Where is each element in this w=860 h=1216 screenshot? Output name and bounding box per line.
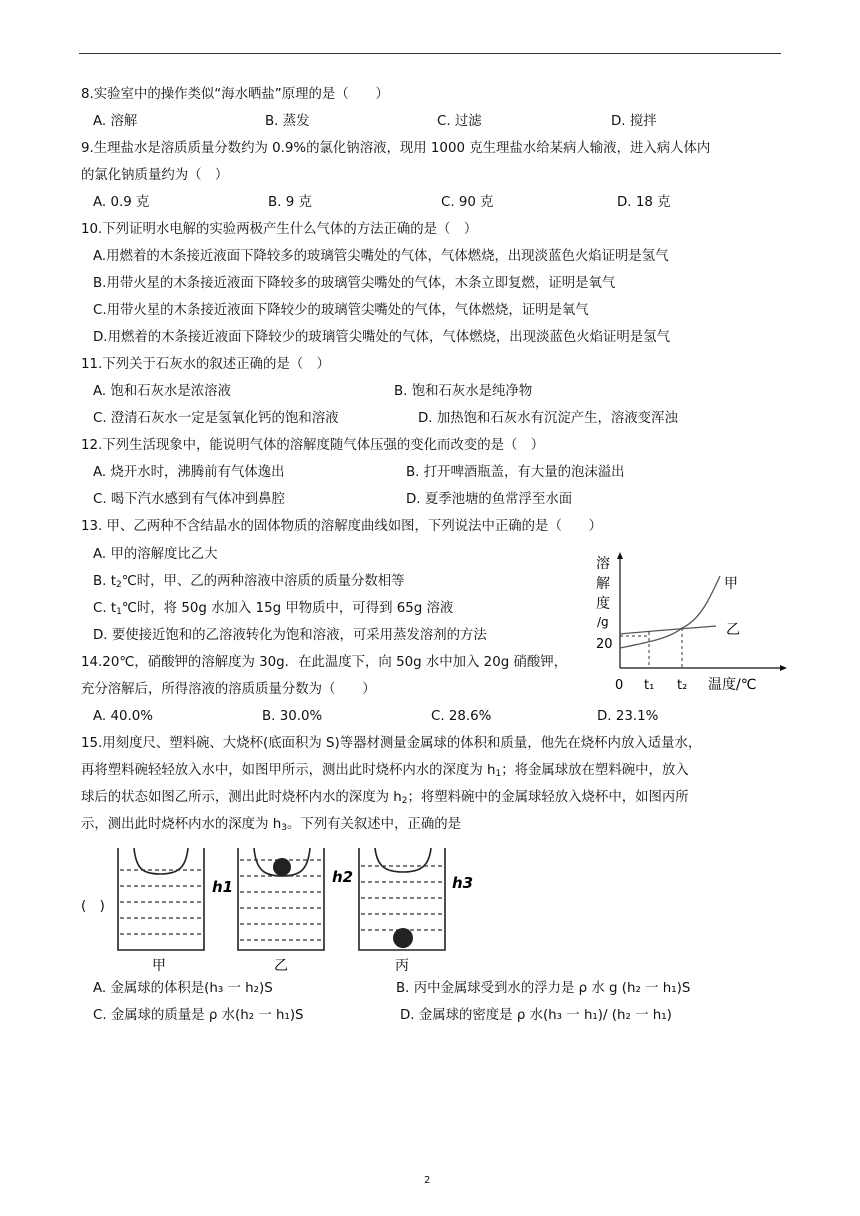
q14-option-d: D. 23.1%: [597, 709, 659, 724]
q15-line2: 再将塑料碗轻轻放入水中，如图甲所示，测出此时烧杯内水的深度为 $h_1$；将金属球放在塑料碗中，放入: [81, 763, 689, 779]
series-yi-label: 乙: [726, 622, 740, 638]
q12-option-b: B. 打开啤酒瓶盖，有大量的泡沫溢出: [406, 465, 625, 480]
q15-line3: 球后的状态如图乙所示，测出此时烧杯内水的深度为 $h_2$；将塑料碗中的金属球轻放入烧杯中，如图丙所: [81, 790, 689, 806]
q11-option-d: D. 加热饱和石灰水有沉淀产生，溶液变浑浊: [418, 411, 678, 426]
page-number: 2: [424, 1175, 431, 1186]
h2-label: h2: [332, 868, 354, 886]
series-yi-curve: [620, 626, 716, 634]
q9-option-a: A. 0.9 克: [93, 195, 150, 210]
q15-line1: 15.用刻度尺、塑料碗、大烧杯(底面积为 S)等器材测量金属球的体积和质量，他先在烧杯内放入适量水，: [81, 736, 702, 751]
q13-option-d: D. 要使接近饱和的乙溶液转化为饱和溶液，可采用蒸发溶剂的方法: [93, 628, 487, 643]
q14-option-b: B. 30.0%: [262, 709, 323, 724]
bowl-bing: [375, 848, 431, 872]
q9-option-c: C. 90 克: [441, 195, 494, 210]
q15-option-d: D. 金属球的密度是 ρ 水(h₃ 一 h₁)/ (h₂ 一 h₁): [400, 1008, 672, 1023]
figure-label-jia: 甲: [152, 958, 166, 974]
metal-ball-in-beaker: [393, 928, 413, 948]
x-axis-arrow: [780, 665, 787, 671]
q12-option-c: C. 喝下汽水感到有气体冲到鼻腔: [93, 492, 285, 507]
q10-option-d: D.用燃着的木条接近液面下降较少的玻璃管尖嘴处的气体，气体燃烧，出现淡蓝色火焰证明是氢气: [93, 330, 670, 345]
q11-option-a: A. 饱和石灰水是浓溶液: [93, 384, 231, 399]
q12-option-a: A. 烧开水时，沸腾前有气体逸出: [93, 465, 285, 480]
q8-option-a: A. 溶解: [93, 114, 138, 129]
q9-stem-line1: 9.生理盐水是溶质质量分数约为 0.9%的氯化钠溶液，现用 1000 克生理盐水给某病人输液，进入病人体内: [81, 141, 711, 156]
q11-stem: 11.下列关于石灰水的叙述正确的是（ ）: [81, 357, 330, 372]
q8-option-d: D. 搅拌: [611, 114, 657, 129]
x-label: 温度/℃: [708, 677, 757, 693]
header-rule: [79, 53, 781, 54]
q11-option-c: C. 澄清石灰水一定是氢氧化钙的饱和溶液: [93, 411, 339, 426]
series-jia-curve: [620, 576, 720, 648]
q8-stem: 8.实验室中的操作类似“海水晒盐”原理的是（ ）: [81, 87, 389, 102]
x-tick-t1: t₁: [644, 678, 655, 693]
y-label-char-3: 度: [596, 596, 610, 612]
q10-option-c: C.用带火星的木条接近液面下降较少的玻璃管尖嘴处的气体，气体燃烧，证明是氧气: [93, 303, 589, 318]
solubility-chart: [590, 548, 790, 696]
q9-option-b: B. 9 克: [268, 195, 312, 210]
q13-stem: 13. 甲、乙两种不含结晶水的固体物质的溶解度曲线如图，下列说法中正确的是（ ）: [81, 519, 603, 534]
y-tick-20: 20: [596, 637, 613, 652]
beaker-figure: [112, 842, 482, 974]
x-tick-t2: t₂: [677, 678, 688, 693]
q9-stem-line2: 的氯化钠质量约为（ ）: [81, 168, 229, 183]
q14-option-a: A. 40.0%: [93, 709, 153, 724]
series-jia-label: 甲: [724, 576, 738, 592]
y-axis-arrow: [617, 552, 623, 559]
figure-label-yi: 乙: [274, 958, 288, 974]
q14-stem-line1: 14.20℃，硝酸钾的溶解度为 30g．在此温度下，向 50g 水中加入 20g 硝酸钾，: [81, 655, 568, 670]
q15-answer-bracket: ( ): [81, 899, 105, 914]
q14-option-c: C. 28.6%: [431, 709, 492, 724]
q10-stem: 10.下列证明水电解的实验两极产生什么气体的方法正确的是（ ）: [81, 222, 478, 237]
q15-option-c: C. 金属球的质量是 ρ 水(h₂ 一 h₁)S: [93, 1008, 304, 1023]
q13-option-c: C. $t_1℃$时，将 50g 水加入 15g 甲物质中，可得到 65g 溶液: [93, 601, 454, 617]
q12-option-d: D. 夏季池塘的鱼常浮至水面: [406, 492, 573, 507]
q8-option-c: C. 过滤: [437, 114, 482, 129]
h3-label: h3: [452, 874, 474, 892]
q15-option-b: B. 丙中金属球受到水的浮力是 ρ 水 g (h₂ 一 h₁)S: [396, 981, 691, 996]
beaker-jia: [118, 848, 204, 950]
q9-option-d: D. 18 克: [617, 195, 671, 210]
q11-option-b: B. 饱和石灰水是纯净物: [394, 384, 533, 399]
q14-stem-line2: 充分溶解后，所得溶液的溶质质量分数为（ ）: [81, 682, 376, 697]
y-label-char-1: 溶: [596, 556, 610, 572]
q12-stem: 12.下列生活现象中，能说明气体的溶解度随气体压强的变化而改变的是（ ）: [81, 438, 545, 453]
y-unit: /g: [597, 615, 609, 629]
q10-option-a: A.用燃着的木条接近液面下降较多的玻璃管尖嘴处的气体，气体燃烧，出现淡蓝色火焰证明是氢气: [93, 249, 669, 264]
h1-label: h1: [212, 878, 234, 896]
q15-option-a: A. 金属球的体积是(h₃ 一 h₂)S: [93, 981, 273, 996]
q13-option-b: B. $t_2℃$时，甲、乙的两种溶液中溶质的质量分数相等: [93, 574, 405, 590]
q15-line4: 示，测出此时烧杯内水的深度为 $h_3$。下列有关叙述中，正确的是: [81, 817, 462, 833]
metal-ball-in-bowl: [273, 858, 291, 876]
figure-label-bing: 丙: [395, 958, 409, 974]
y-label-char-2: 解: [596, 576, 610, 592]
q10-option-b: B.用带火星的木条接近液面下降较多的玻璃管尖嘴处的气体，木条立即复燃，证明是氧气: [93, 276, 616, 291]
q8-option-b: B. 蒸发: [265, 114, 310, 129]
origin-label: 0: [615, 678, 624, 693]
q13-option-a: A. 甲的溶解度比乙大: [93, 547, 218, 562]
